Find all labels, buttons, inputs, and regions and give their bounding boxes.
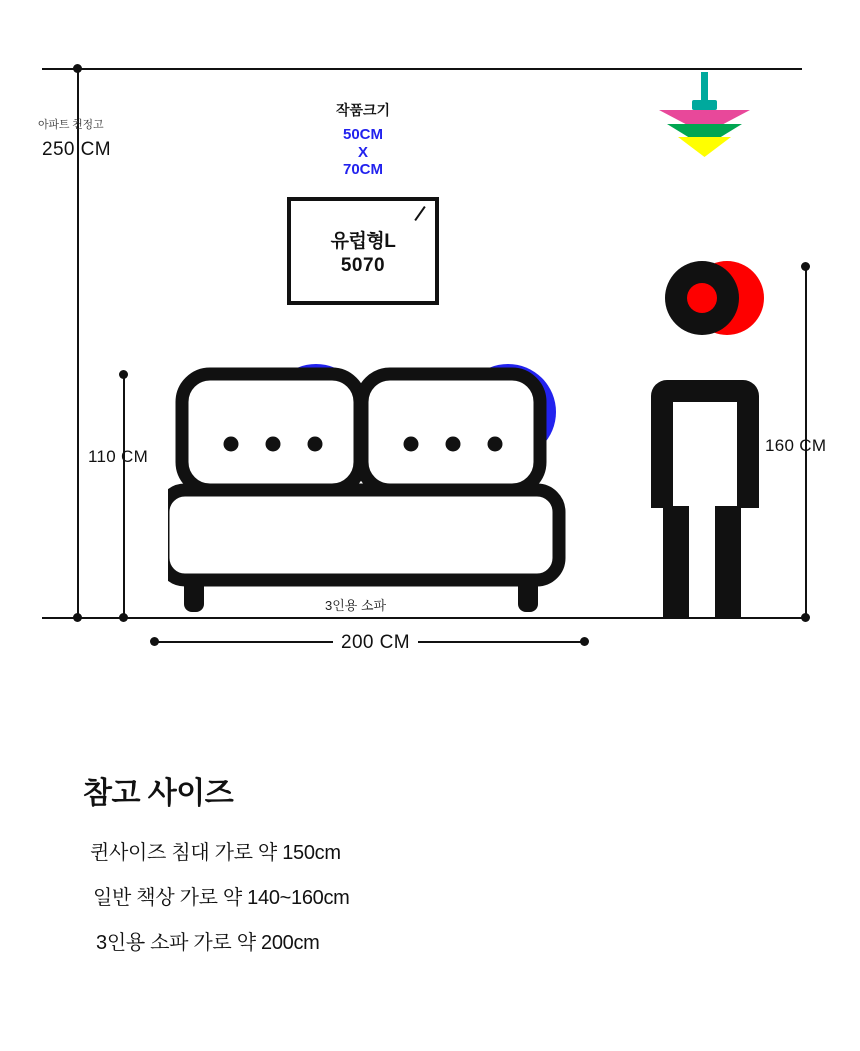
artwork-frame-line1: 유럽형L: [330, 230, 396, 252]
artwork-size-line3: 70CM: [342, 161, 383, 179]
person-height-label: 160 CM: [765, 436, 827, 455]
reference-item-1: 일반 책상 가로 약 140~160cm: [93, 887, 350, 909]
sofa-height-label: 110 CM: [88, 447, 149, 466]
sofa-illustration: [168, 362, 588, 622]
person-height-dot-bottom: [801, 613, 810, 622]
person-illustration: [645, 258, 785, 618]
sofa-width-label: 200 CM: [333, 632, 418, 654]
artwork-size-caption: [283, 100, 443, 179]
artwork-frame-line2: 5070: [340, 254, 386, 276]
ceiling-line: [42, 68, 802, 70]
artwork-size-line1: 50CM: [342, 126, 383, 143]
ceiling-caption: 아파트 천정고: [38, 119, 104, 131]
artwork-size-title: 작품크기: [335, 102, 391, 118]
artwork-frame: [287, 197, 439, 305]
ceiling-value: 250 CM: [42, 139, 111, 160]
artwork-size-line2: X: [357, 143, 368, 161]
sofa-height-line: [123, 375, 125, 618]
reference-item-2: 3인용 소파 가로 약 200cm: [96, 932, 320, 954]
reference-title: 참고 사이즈: [83, 777, 234, 810]
sofa-caption: 3인용 소파: [325, 598, 387, 613]
reference-item-0: 퀸사이즈 침대 가로 약 150cm: [90, 842, 341, 864]
pendant-lamp-icon: [645, 72, 765, 162]
sofa-height-dot-top: [119, 370, 128, 379]
sofa-width-dot-left: [150, 637, 159, 646]
person-height-dot-top: [801, 262, 810, 271]
sofa-width-dot-right: [580, 637, 589, 646]
